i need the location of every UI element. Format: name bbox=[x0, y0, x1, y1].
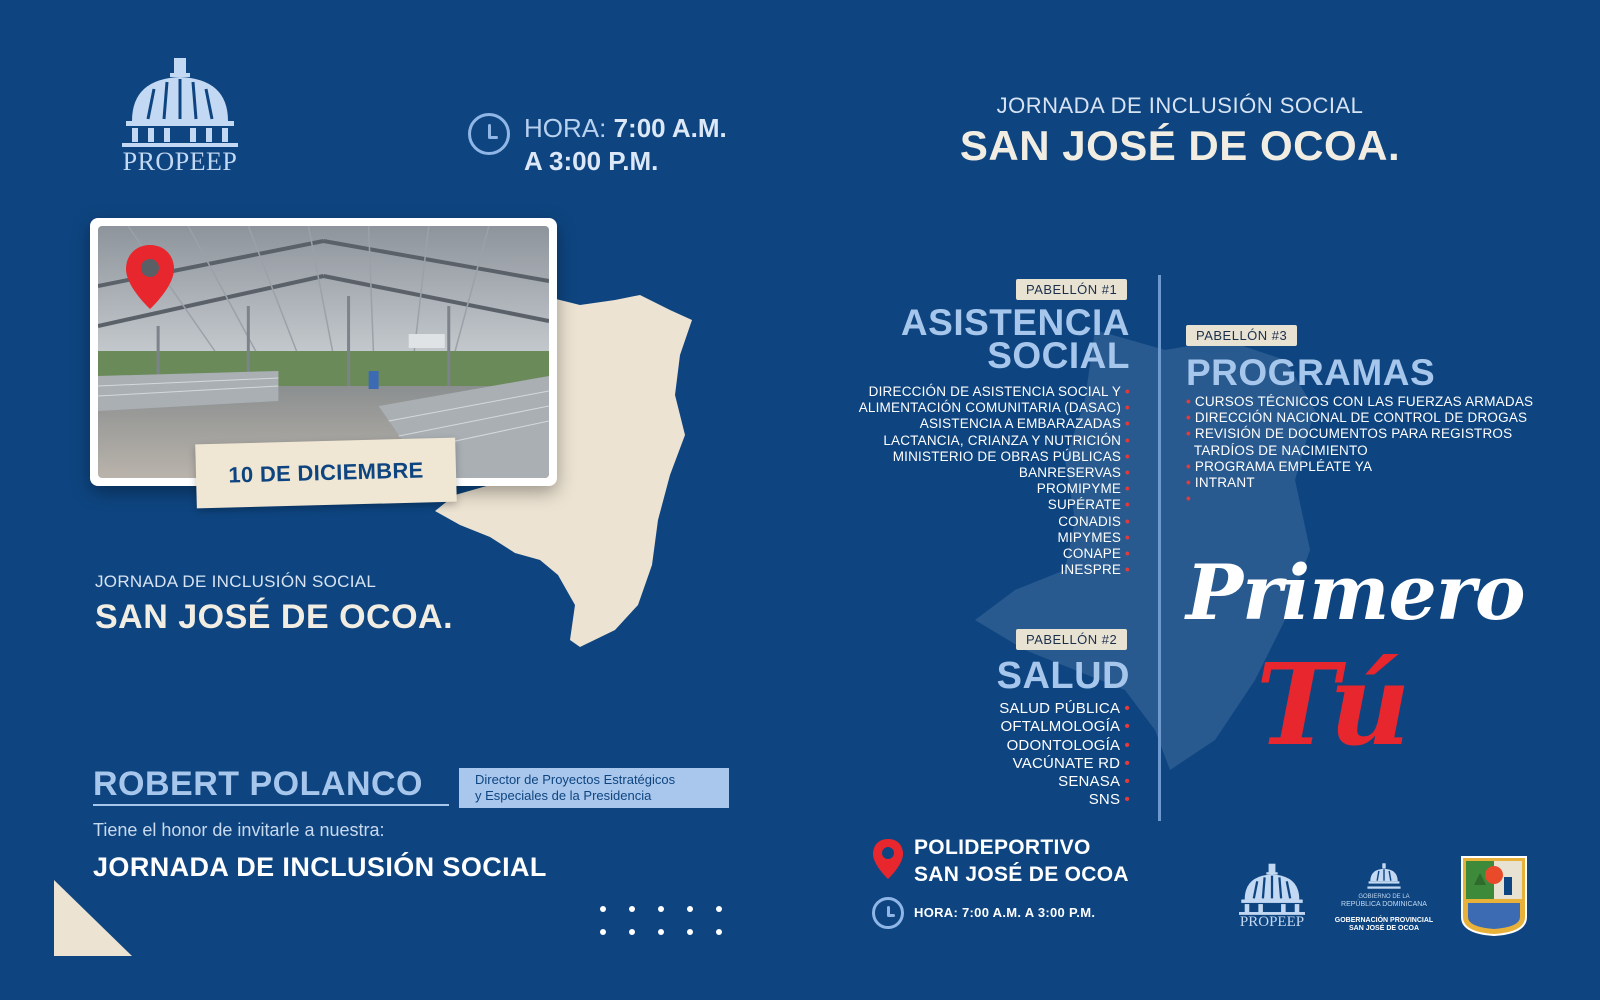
right-title: SAN JOSÉ DE OCOA. bbox=[959, 122, 1401, 169]
host-role-line1: Director de Proyectos Estratégicos bbox=[475, 772, 676, 787]
list-item: CONAPE • bbox=[800, 546, 1130, 562]
list-item: BANRESERVAS • bbox=[800, 465, 1130, 481]
location-pin-icon bbox=[124, 243, 176, 311]
list-item: MINISTERIO DE OBRAS PÚBLICAS • bbox=[800, 449, 1130, 465]
pabellon1-title-line1: ASISTENCIA bbox=[900, 302, 1130, 343]
capitol-dome-icon bbox=[1232, 862, 1312, 916]
pabellon3-list bbox=[1186, 394, 1556, 507]
pabellon1-list bbox=[800, 384, 1130, 578]
clock-icon bbox=[872, 897, 904, 929]
pabellon1-title bbox=[820, 302, 1130, 376]
venue-line2: SAN JOSÉ DE OCOA bbox=[914, 863, 1129, 886]
provincial-shield-icon bbox=[1460, 855, 1528, 937]
event-time bbox=[524, 112, 727, 178]
list-item: SALUD PÚBLICA • bbox=[900, 700, 1130, 718]
pabellon2-title: SALUD bbox=[996, 655, 1130, 697]
list-item: • PROGRAMA EMPLÉATE YA bbox=[1186, 459, 1556, 475]
list-item: • REVISIÓN DE DOCUMENTOS PARA REGISTROS bbox=[1186, 426, 1556, 442]
gov-line2: REPÚBLICA DOMINICANA bbox=[1341, 901, 1427, 908]
list-item: VACÚNATE RD • bbox=[900, 755, 1130, 773]
list-item: SENASA • bbox=[900, 773, 1130, 791]
gov-line3: GOBERNACIÓN PROVINCIAL bbox=[1334, 917, 1434, 924]
list-item: LACTANCIA, CRIANZA Y NUTRICIÓN • bbox=[800, 433, 1130, 449]
list-item: MIPYMES • bbox=[800, 530, 1130, 546]
list-item: INESPRE • bbox=[800, 562, 1130, 578]
left-subtitle: JORNADA DE INCLUSIÓN SOCIAL bbox=[95, 572, 377, 591]
gov-line1: GOBIERNO DE LA bbox=[1358, 894, 1410, 900]
list-item: DIRECCIÓN DE ASISTENCIA SOCIAL Y • bbox=[800, 384, 1130, 400]
list-item: ASISTENCIA A EMBARAZADAS • bbox=[800, 416, 1130, 432]
list-item: PROMIPYME • bbox=[800, 481, 1130, 497]
left-title: SAN JOSÉ DE OCOA. bbox=[95, 598, 454, 636]
pabellon1-title-line2: SOCIAL bbox=[987, 335, 1130, 376]
list-item: • DIRECCIÓN NACIONAL DE CONTROL DE DROGAS bbox=[1186, 410, 1556, 426]
right-subtitle: JORNADA DE INCLUSIÓN SOCIAL bbox=[996, 93, 1364, 118]
corner-triangle-decoration bbox=[54, 880, 132, 956]
slogan-primero: Primero bbox=[1186, 548, 1525, 637]
list-item: SUPÉRATE • bbox=[800, 497, 1130, 513]
invite-text: Tiene el honor de invitarle a nuestra: bbox=[93, 820, 385, 840]
host-role-line2: y Especiales de la Presidencia bbox=[475, 788, 652, 803]
list-item: ODONTOLOGÍA • bbox=[900, 737, 1130, 755]
capitol-dome-icon bbox=[110, 55, 250, 150]
propeep-wordmark-small: PROPEEP bbox=[1239, 914, 1305, 930]
propeep-wordmark: PROPEEP bbox=[122, 147, 238, 176]
dots-decoration bbox=[600, 906, 722, 935]
location-pin-icon bbox=[872, 838, 904, 880]
hora-end: A 3:00 P.M. bbox=[524, 146, 659, 176]
gov-line4: SAN JOSÉ DE OCOA bbox=[1348, 925, 1419, 932]
hora-start: 7:00 A.M. bbox=[613, 113, 727, 143]
list-item: SNS • bbox=[900, 791, 1130, 809]
host-name-underline bbox=[93, 804, 449, 806]
host-role-box bbox=[459, 768, 729, 808]
list-item: CONADIS • bbox=[800, 514, 1130, 530]
event-date-tag: 10 DE DICIEMBRE bbox=[195, 438, 457, 509]
pabellon3-label: PABELLÓN #3 bbox=[1186, 325, 1297, 346]
list-item: ALIMENTACIÓN COMUNITARIA (DASAC) • bbox=[800, 400, 1130, 416]
slogan-tu: Tú bbox=[1256, 640, 1411, 771]
column-divider bbox=[1158, 275, 1161, 821]
venue-name bbox=[914, 834, 1129, 888]
clock-icon bbox=[468, 113, 510, 155]
list-item: OFTALMOLOGÍA • bbox=[900, 718, 1130, 736]
pabellon1-label: PABELLÓN #1 bbox=[1016, 279, 1127, 300]
propeep-logo bbox=[110, 55, 250, 185]
list-item: TARDÍOS DE NACIMIENTO bbox=[1193, 442, 1368, 458]
pabellon2-list bbox=[900, 700, 1130, 810]
list-item: • CURSOS TÉCNICOS CON LAS FUERZAS ARMADAS bbox=[1186, 394, 1556, 410]
hora-label: HORA: bbox=[524, 113, 607, 143]
event-time-small: HORA: 7:00 A.M. A 3:00 P.M. bbox=[914, 905, 1096, 920]
capitol-dome-icon bbox=[1364, 858, 1404, 894]
list-item: • INTRANT bbox=[1186, 475, 1556, 491]
venue-line1: POLIDEPORTIVO bbox=[914, 836, 1091, 859]
gobernacion-logo bbox=[1332, 858, 1436, 940]
pabellon2-label: PABELLÓN #2 bbox=[1016, 629, 1127, 650]
host-name: ROBERT POLANCO bbox=[93, 765, 423, 803]
list-item bbox=[1186, 491, 1556, 507]
event-name: JORNADA DE INCLUSIÓN SOCIAL bbox=[93, 852, 547, 882]
propeep-logo-small bbox=[1232, 862, 1312, 937]
pabellon3-title: PROGRAMAS bbox=[1186, 352, 1436, 393]
